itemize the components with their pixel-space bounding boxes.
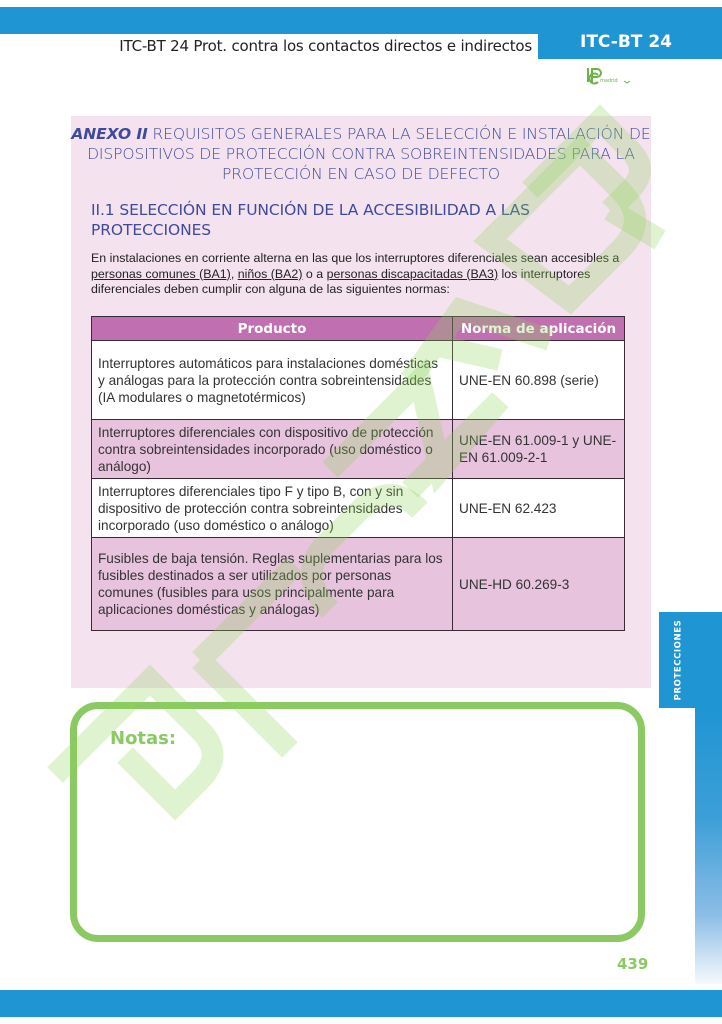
chapter-badge <box>538 34 722 59</box>
annex-title-text: REQUISITOS GENERALES PARA LA SELECCIÓN E INSTALACIÓN DE DISPOSITIVOS DE PROTECCIÓN CONTRA SOBREINTENSIDADES PARA LA PROTECCIÓN EN CASO DE DEFECTO <box>87 125 651 183</box>
column-header-norma: Norma de aplicación <box>453 317 625 341</box>
top-bar <box>0 7 722 34</box>
table-row <box>92 538 625 631</box>
bottom-bar <box>0 990 722 1017</box>
cell-norma: UNE-EN 62.423 <box>453 479 625 538</box>
svg-text:madrid: madrid <box>600 78 618 84</box>
annex-prefix: ANEXO II <box>71 125 148 143</box>
side-tab-label-wrap <box>668 612 688 708</box>
intro-text: , <box>230 266 238 281</box>
side-tab-label: PROTECCIONES <box>673 619 683 701</box>
intro-text: o a <box>302 266 327 281</box>
link-personas-discapacitadas[interactable]: personas discapacitadas (BA3) <box>326 266 499 281</box>
cell-norma: UNE-EN 60.898 (serie) <box>453 341 625 420</box>
table-row <box>92 420 625 479</box>
cell-producto: Interruptores diferenciales con dispositivo de protección contra sobreintensidades incorporado (uso doméstico o análogo) <box>92 420 453 479</box>
cell-norma: UNE-EN 61.009-1 y UNE-EN 61.009-2-1 <box>453 420 625 479</box>
table-header-row <box>92 317 625 341</box>
cell-producto: Fusibles de baja tensión. Reglas suplementarias para los fusibles destinados a ser utilizados por personas comunes (fusibles para usos principalmente para aplicaciones domésticas y análogas) <box>92 538 453 631</box>
running-header-title: ITC-BT 24 Prot. contra los contactos directos e indirectos <box>119 37 532 55</box>
side-gradient-strip <box>695 708 722 984</box>
section-title: II.1 SELECCIÓN EN FUNCIÓN DE LA ACCESIBILIDAD A LAS PROTECCIONES <box>91 201 530 239</box>
table-row <box>92 479 625 538</box>
table-row <box>92 341 625 420</box>
notes-label: Notas: <box>110 728 177 749</box>
cell-producto: Interruptores automáticos para instalaciones domésticas y análogas para la protección contra sobreintensidades (IA modulares o magnetotérmicos) <box>92 341 453 420</box>
link-personas-comunes[interactable]: personas comunes (BA1) <box>91 266 231 281</box>
cell-producto: Interruptores diferenciales tipo F y tipo B, con y sin dispositivo de protección contra sobreintensidades incorporado (uso doméstico o análogo) <box>92 479 453 538</box>
intro-text: los interruptores diferenciales deben cumplir con alguna de las siguientes normas: <box>91 266 591 296</box>
plc-madrid-logo-icon <box>586 66 632 86</box>
column-header-producto: Producto <box>92 317 453 341</box>
norms-table <box>91 316 625 631</box>
chapter-badge-label: ITC-BT 24 <box>580 32 672 52</box>
intro-text: En instalaciones en corriente alterna en las que los interruptores diferenciales sean accesibles a <box>91 251 620 265</box>
annex-title <box>71 124 651 184</box>
cell-norma: UNE-HD 60.269-3 <box>453 538 625 631</box>
link-ninos[interactable]: niños (BA2) <box>237 266 303 281</box>
intro-paragraph <box>91 251 631 298</box>
page-number: 439 <box>617 955 649 973</box>
